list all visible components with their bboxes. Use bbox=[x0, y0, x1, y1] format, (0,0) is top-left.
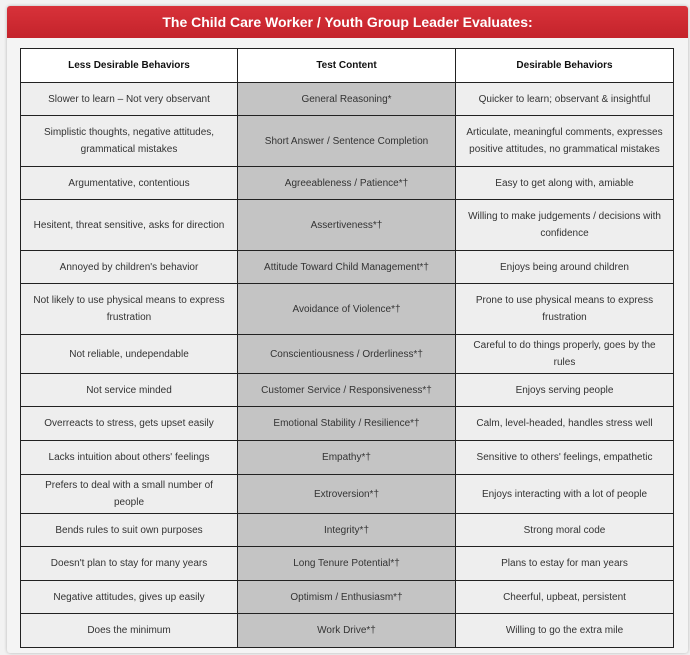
header-desirable: Desirable Behaviors bbox=[456, 49, 674, 83]
table-row bbox=[21, 547, 674, 581]
less-desirable-cell: Simplistic thoughts, negative attitudes, grammatical mistakes bbox=[21, 116, 238, 167]
table-row bbox=[21, 614, 674, 648]
desirable-cell: Easy to get along with, amiable bbox=[456, 167, 674, 200]
test-content-cell: Short Answer / Sentence Completion bbox=[238, 116, 456, 167]
test-content-cell: General Reasoning* bbox=[238, 83, 456, 116]
less-desirable-cell: Hesitent, threat sensitive, asks for direction bbox=[21, 200, 238, 251]
desirable-cell: Prone to use physical means to express frustration bbox=[456, 284, 674, 335]
less-desirable-cell: Negative attitudes, gives up easily bbox=[21, 581, 238, 614]
test-content-cell: Emotional Stability / Resilience*† bbox=[238, 407, 456, 441]
table-row bbox=[21, 407, 674, 441]
desirable-cell: Enjoys being around children bbox=[456, 251, 674, 284]
test-content-cell: Conscientiousness / Orderliness*† bbox=[238, 335, 456, 374]
desirable-cell: Enjoys serving people bbox=[456, 374, 674, 407]
less-desirable-cell: Not likely to use physical means to express frustration bbox=[21, 284, 238, 335]
table-row bbox=[21, 475, 674, 514]
desirable-cell: Enjoys interacting with a lot of people bbox=[456, 475, 674, 514]
table-row bbox=[21, 514, 674, 547]
test-content-cell: Optimism / Enthusiasm*† bbox=[238, 581, 456, 614]
behaviors-table bbox=[20, 48, 674, 648]
less-desirable-cell: Argumentative, contentious bbox=[21, 167, 238, 200]
table-row bbox=[21, 167, 674, 200]
less-desirable-cell: Lacks intuition about others' feelings bbox=[21, 441, 238, 475]
test-content-cell: Attitude Toward Child Management*† bbox=[238, 251, 456, 284]
table-row bbox=[21, 200, 674, 251]
test-content-cell: Assertiveness*† bbox=[238, 200, 456, 251]
less-desirable-cell: Slower to learn – Not very observant bbox=[21, 83, 238, 116]
desirable-cell: Quicker to learn; observant & insightful bbox=[456, 83, 674, 116]
desirable-cell: Cheerful, upbeat, persistent bbox=[456, 581, 674, 614]
test-content-cell: Customer Service / Responsiveness*† bbox=[238, 374, 456, 407]
less-desirable-cell: Does the minimum bbox=[21, 614, 238, 648]
table-row bbox=[21, 251, 674, 284]
table-row bbox=[21, 284, 674, 335]
table-row bbox=[21, 116, 674, 167]
table-row bbox=[21, 374, 674, 407]
less-desirable-cell: Overreacts to stress, gets upset easily bbox=[21, 407, 238, 441]
test-content-cell: Integrity*† bbox=[238, 514, 456, 547]
table-row bbox=[21, 335, 674, 374]
test-content-cell: Avoidance of Violence*† bbox=[238, 284, 456, 335]
less-desirable-cell: Doesn't plan to stay for many years bbox=[21, 547, 238, 581]
less-desirable-cell: Not service minded bbox=[21, 374, 238, 407]
test-content-cell: Long Tenure Potential*† bbox=[238, 547, 456, 581]
desirable-cell: Willing to make judgements / decisions with confidence bbox=[456, 200, 674, 251]
desirable-cell: Plans to estay for man years bbox=[456, 547, 674, 581]
page-title: The Child Care Worker / Youth Group Leader Evaluates: bbox=[7, 6, 688, 38]
less-desirable-cell: Not reliable, undependable bbox=[21, 335, 238, 374]
test-content-cell: Extroversion*† bbox=[238, 475, 456, 514]
desirable-cell: Willing to go the extra mile bbox=[456, 614, 674, 648]
desirable-cell: Careful to do things properly, goes by the rules bbox=[456, 335, 674, 374]
desirable-cell: Sensitive to others' feelings, empathetic bbox=[456, 441, 674, 475]
less-desirable-cell: Bends rules to suit own purposes bbox=[21, 514, 238, 547]
test-content-cell: Work Drive*† bbox=[238, 614, 456, 648]
header-less-desirable: Less Desirable Behaviors bbox=[21, 49, 238, 83]
table-row bbox=[21, 581, 674, 614]
header-test-content: Test Content bbox=[238, 49, 456, 83]
test-content-cell: Empathy*† bbox=[238, 441, 456, 475]
header-row bbox=[21, 49, 674, 83]
less-desirable-cell: Prefers to deal with a small number of people bbox=[21, 475, 238, 514]
desirable-cell: Strong moral code bbox=[456, 514, 674, 547]
desirable-cell: Calm, level-headed, handles stress well bbox=[456, 407, 674, 441]
desirable-cell: Articulate, meaningful comments, expresses positive attitudes, no grammatical mistakes bbox=[456, 116, 674, 167]
table-row bbox=[21, 441, 674, 475]
test-content-cell: Agreeableness / Patience*† bbox=[238, 167, 456, 200]
less-desirable-cell: Annoyed by children's behavior bbox=[21, 251, 238, 284]
table-row bbox=[21, 83, 674, 116]
